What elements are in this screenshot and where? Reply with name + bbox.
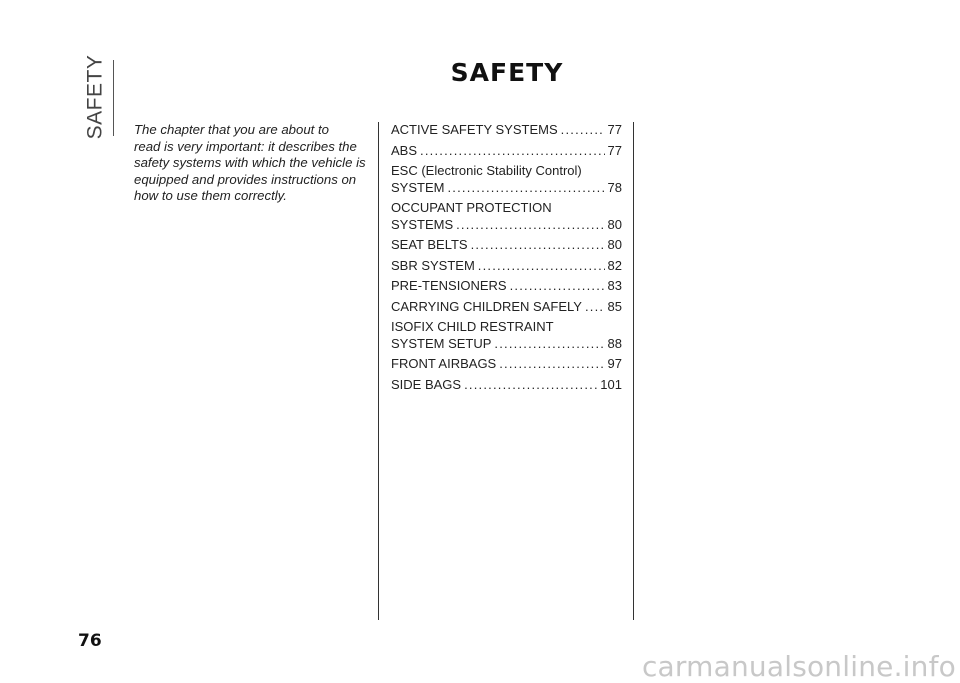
toc-entry-label: SYSTEM <box>391 179 445 195</box>
toc-entry[interactable] <box>391 143 622 160</box>
toc-entry-page: 83 <box>607 278 622 293</box>
toc-entry-row <box>391 217 622 234</box>
toc-entry-page: 78 <box>607 179 622 195</box>
intro-line: equipped and provides instructions on <box>134 171 357 187</box>
toc-entry-row <box>391 180 622 197</box>
intro-line: how to use them correctly. <box>134 188 287 204</box>
column-divider-right <box>633 122 634 620</box>
toc-entry[interactable] <box>391 122 622 139</box>
toc-entry-label: SEAT BELTS <box>391 237 468 252</box>
toc-entry[interactable] <box>391 377 622 394</box>
toc-entry[interactable] <box>391 237 622 254</box>
toc-entry-page: 97 <box>607 356 622 371</box>
intro-paragraph <box>134 122 370 205</box>
toc-entry-row <box>391 356 622 373</box>
toc-leader-dots <box>471 237 605 254</box>
toc-entry[interactable] <box>391 278 622 295</box>
toc-leader-dots <box>494 336 604 353</box>
toc-entry-page: 80 <box>607 216 622 232</box>
toc-entry[interactable] <box>391 299 622 316</box>
toc-leader-dots <box>420 143 605 160</box>
toc-entry-label-line: ISOFIX CHILD RESTRAINT <box>391 319 554 334</box>
column-divider-left <box>378 122 379 620</box>
toc-entry-row <box>391 377 622 394</box>
toc-entry-page: 85 <box>607 298 622 314</box>
toc-leader-dots <box>447 180 604 197</box>
toc-entry-label: ACTIVE SAFETY SYSTEMS <box>391 122 558 137</box>
toc-entry[interactable] <box>391 356 622 373</box>
intro-line: read is very important: it describes the <box>134 138 357 154</box>
toc-entry-page: 80 <box>607 237 622 252</box>
toc-leader-dots <box>478 258 605 275</box>
toc-entry-label: SIDE BAGS <box>391 376 462 392</box>
toc-entry-page: 82 <box>607 257 622 273</box>
toc-entry[interactable] <box>391 258 622 275</box>
table-of-contents <box>391 122 622 397</box>
toc-leader-dots <box>499 356 604 373</box>
toc-entry-page: 101 <box>600 376 622 392</box>
toc-entry[interactable] <box>391 319 622 352</box>
toc-leader-dots <box>464 377 597 394</box>
toc-entry[interactable] <box>391 200 622 233</box>
toc-entry-label: FRONT AIRBAGS <box>391 356 497 371</box>
section-tab <box>83 54 106 140</box>
toc-entry-row <box>391 237 622 254</box>
toc-entry-page: 88 <box>607 335 622 351</box>
intro-line: The chapter that you are about to <box>134 122 330 137</box>
toc-entry-label-line: ESC (Electronic Stability Control) <box>391 163 582 178</box>
page-title: SAFETY <box>450 58 564 87</box>
toc-entry-label-line: OCCUPANT PROTECTION <box>391 200 552 215</box>
toc-entry[interactable] <box>391 163 622 196</box>
toc-entry-label: ABS <box>391 142 418 158</box>
toc-entry-label: SYSTEM SETUP <box>391 335 492 351</box>
page-number: 76 <box>78 631 102 651</box>
toc-entry-row <box>391 299 622 316</box>
toc-entry-row <box>391 122 622 139</box>
watermark: carmanualsonline.info <box>641 650 956 683</box>
toc-entry-label: CARRYING CHILDREN SAFELY <box>391 298 582 314</box>
toc-leader-dots <box>510 278 605 295</box>
toc-entry-row <box>391 278 622 295</box>
toc-entry-row <box>391 336 622 353</box>
section-tab-label: SAFETY <box>83 54 106 140</box>
toc-entry-label: PRE-TENSIONERS <box>391 278 507 293</box>
toc-entry-row <box>391 143 622 160</box>
section-tab-rule <box>113 60 114 136</box>
toc-entry-page: 77 <box>607 122 622 137</box>
toc-entry-label: SYSTEMS <box>391 216 454 232</box>
intro-line: safety systems with which the vehicle is <box>134 155 366 171</box>
toc-entry-label: SBR SYSTEM <box>391 257 475 273</box>
toc-entry-page: 77 <box>607 142 622 158</box>
toc-leader-dots <box>561 122 605 139</box>
toc-entry-row <box>391 258 622 275</box>
toc-leader-dots <box>585 299 605 316</box>
toc-leader-dots <box>456 217 604 234</box>
